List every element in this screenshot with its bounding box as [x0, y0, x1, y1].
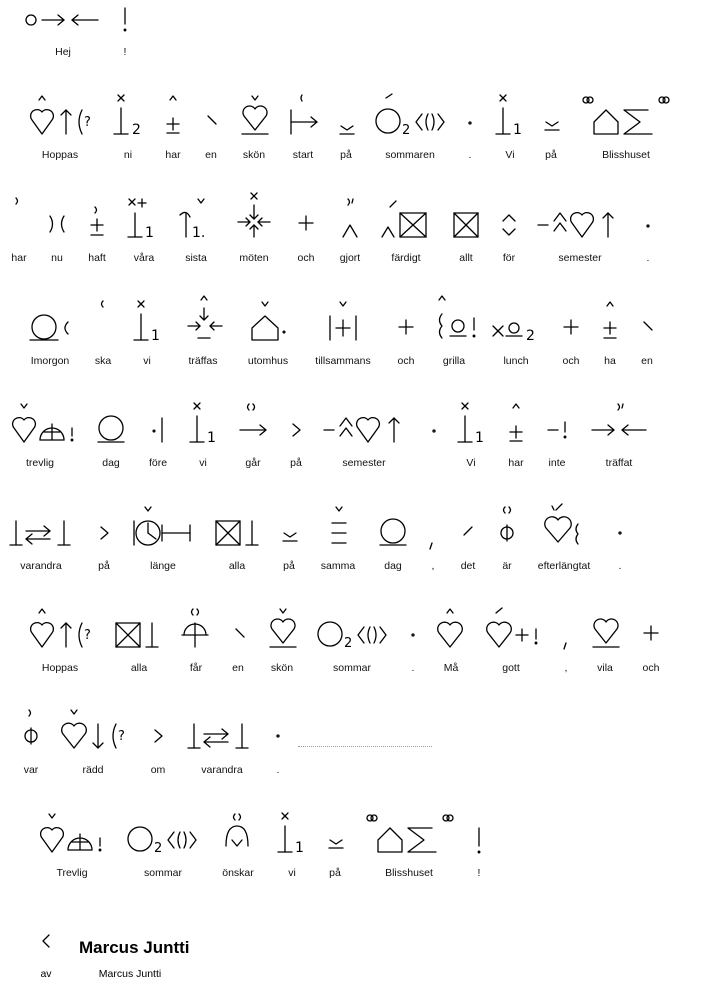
bliss-symbol-period [466, 92, 476, 137]
bliss-symbol-alla [114, 605, 164, 650]
bliss-symbol-fardigt [380, 195, 434, 240]
bliss-symbol-alla [214, 503, 264, 548]
word-label: möten [239, 252, 269, 264]
bliss-symbol-varandra [186, 706, 256, 751]
word-label: ! [123, 46, 127, 58]
word-label: alla [130, 662, 148, 674]
svg-text:1: 1 [513, 122, 522, 138]
word-label: ! [477, 867, 481, 879]
bliss-symbol-hoppas [28, 605, 98, 650]
bliss-symbol-blisshuset [578, 92, 672, 137]
word-label: ha [604, 355, 616, 367]
bliss-symbol-om [150, 706, 170, 751]
word-label: utomhus [247, 355, 289, 367]
svg-text:2: 2 [154, 841, 163, 856]
word-label: nu [51, 252, 63, 264]
word-label: gjort [339, 252, 361, 264]
svg-text:1.: 1. [192, 225, 206, 241]
bliss-symbol-har [506, 400, 528, 445]
word-label: träffat [605, 457, 633, 469]
bliss-symbol-haft [86, 195, 108, 240]
svg-text:1: 1 [151, 328, 160, 344]
word-label: semester [558, 252, 602, 264]
word-label: vila [597, 662, 613, 674]
word-label: sommar [333, 662, 371, 674]
word-label: på [290, 457, 302, 469]
word-label: semester [342, 457, 386, 469]
bliss-symbol-pa [326, 810, 346, 855]
word-label: dag [384, 560, 402, 572]
bliss-symbol-det [460, 503, 476, 548]
word-label: inte [548, 457, 566, 469]
word-label: . [276, 764, 280, 776]
word-label: på [545, 149, 557, 161]
bliss-symbol-och [396, 316, 416, 338]
word-label: färdigt [391, 252, 421, 264]
svg-text:?: ? [84, 115, 91, 130]
bliss-symbol-trevlig [10, 400, 82, 445]
word-label: Hoppas [41, 662, 79, 674]
word-label: dag [102, 457, 120, 469]
bliss-symbol-inte [545, 400, 573, 445]
word-label: start [292, 149, 314, 161]
word-label: för [502, 252, 516, 264]
word-label: Må [443, 662, 459, 674]
word-label: varandra [201, 764, 243, 776]
author-label: Marcus Juntti [98, 968, 162, 980]
bliss-symbol-gjort [338, 195, 364, 240]
bliss-symbol-vi [494, 92, 534, 137]
word-label: och [642, 662, 660, 674]
bliss-symbol-skon [266, 605, 300, 650]
bliss-symbol-period [430, 400, 440, 445]
bliss-symbol-sommar [316, 605, 396, 650]
word-label: trevlig [25, 457, 55, 469]
word-label: sommar [144, 867, 182, 879]
word-label: en [232, 662, 244, 674]
bliss-symbol-skon [238, 92, 272, 137]
bliss-symbol-efterlangtat [540, 500, 592, 548]
word-label: på [98, 560, 110, 572]
bliss-symbol-nu [44, 210, 72, 240]
word-label: länge [150, 560, 176, 572]
word-label: haft [88, 252, 106, 264]
word-label: en [205, 149, 217, 161]
word-label: grilla [442, 355, 466, 367]
bliss-symbol-och [641, 622, 661, 644]
word-label: skön [270, 662, 294, 674]
bliss-symbol-vila [590, 605, 624, 650]
bliss-symbol-har [163, 92, 185, 137]
author-name: Marcus Juntti [79, 938, 190, 957]
word-label: före [148, 457, 168, 469]
svg-text:2: 2 [526, 328, 535, 344]
bliss-symbol-traffat [588, 400, 652, 445]
bliss-symbol-ha [600, 298, 622, 343]
word-label: Hej [55, 46, 71, 58]
word-label: rädd [82, 764, 104, 776]
bliss-symbol-exclamation [120, 6, 130, 32]
word-label: träffas [188, 355, 218, 367]
bliss-symbol-period [616, 503, 626, 548]
word-label: . [618, 560, 622, 572]
word-label: Trevlig [56, 867, 88, 879]
bliss-symbol-far [180, 605, 212, 650]
bliss-symbol-en [640, 298, 656, 343]
dotted-separator [298, 746, 432, 747]
word-label: . [411, 662, 415, 674]
bliss-symbol-semester [536, 195, 636, 240]
bliss-symbol-onskar [222, 810, 254, 855]
word-label: om [150, 764, 166, 776]
word-label: varandra [20, 560, 62, 572]
word-label: får [189, 662, 203, 674]
svg-text:1: 1 [207, 430, 216, 446]
bliss-symbol-blisshuset [362, 810, 456, 855]
word-label: Blisshuset [602, 149, 650, 161]
bliss-symbol-ska [95, 298, 109, 318]
word-label: ska [94, 355, 112, 367]
svg-text:2: 2 [344, 636, 353, 651]
bliss-symbol-en [204, 92, 220, 137]
bliss-symbol-ma [436, 605, 470, 650]
bliss-symbol-var [20, 706, 44, 751]
bliss-symbol-moten [234, 189, 274, 241]
word-label: Vi [466, 457, 476, 469]
svg-text:1: 1 [145, 225, 154, 241]
bliss-symbol-pa [542, 92, 562, 137]
svg-text:1: 1 [475, 430, 484, 446]
word-label: önskar [222, 867, 254, 879]
bliss-symbol-gott [484, 605, 544, 650]
bliss-symbol-av [38, 930, 54, 952]
bliss-symbol-sista [176, 195, 216, 240]
word-label: allt [459, 252, 473, 264]
bliss-symbol-grilla [434, 292, 480, 344]
word-label: och [562, 355, 580, 367]
word-label: Vi [505, 149, 515, 161]
bliss-symbol-har-past [12, 195, 26, 215]
word-label: sista [185, 252, 207, 264]
bliss-symbol-hej [22, 8, 107, 30]
word-label: ni [123, 149, 133, 161]
word-label: var [23, 764, 39, 776]
word-label: Imorgon [30, 355, 70, 367]
svg-text:1: 1 [295, 840, 304, 856]
bliss-symbol-lange [130, 503, 196, 548]
bliss-symbol-vara [126, 195, 166, 240]
bliss-symbol-pa-direction [96, 503, 116, 548]
bliss-symbol-tillsammans [326, 298, 362, 343]
word-label: vi [199, 457, 207, 469]
bliss-symbol-period [409, 605, 419, 650]
word-label: Hoppas [41, 149, 79, 161]
bliss-symbol-vi [132, 298, 172, 343]
bliss-symbol-gar [236, 400, 272, 445]
word-label: på [340, 149, 352, 161]
bliss-symbol-start [287, 92, 323, 137]
word-label: på [283, 560, 295, 572]
word-label: lunch [503, 355, 529, 367]
word-label: har [165, 149, 181, 161]
bliss-symbol-och [296, 212, 316, 234]
bliss-symbol-pa [280, 503, 300, 548]
bliss-symbol-allt [452, 195, 482, 240]
word-label: har [508, 457, 524, 469]
bliss-symbol-hoppas [28, 92, 98, 137]
word-label: har [11, 252, 27, 264]
word-label: . [646, 252, 650, 264]
bliss-symbol-sommaren [372, 92, 452, 137]
word-label: är [502, 560, 512, 572]
bliss-symbol-pa-direction [288, 400, 308, 445]
bliss-symbol-for [498, 195, 522, 240]
svg-text:2: 2 [402, 123, 411, 138]
bliss-symbol-traffas [184, 292, 226, 344]
bliss-symbol-fore [148, 400, 168, 445]
bliss-symbol-period [274, 706, 284, 751]
word-label: , [564, 662, 568, 674]
bliss-symbol-sommar [126, 810, 206, 855]
bliss-symbol-ar [496, 503, 520, 548]
bliss-symbol-en [232, 605, 248, 650]
svg-text:2: 2 [132, 122, 141, 138]
word-label: efterlängtat [537, 560, 591, 572]
word-label: och [297, 252, 315, 264]
bliss-symbol-dag [378, 503, 410, 548]
word-label: tillsammans [315, 355, 371, 367]
bliss-symbol-vi [456, 400, 496, 445]
bliss-symbol-och [561, 316, 581, 338]
word-label: skön [242, 149, 266, 161]
word-label: , [431, 560, 435, 572]
bliss-symbol-dag [96, 400, 128, 445]
bliss-symbol-samma [328, 503, 350, 548]
bliss-symbol-semester [322, 400, 422, 445]
word-label: alla [228, 560, 246, 572]
bliss-symbol-vi [188, 400, 228, 445]
word-label: vi [288, 867, 296, 879]
bliss-symbol-utomhus [248, 298, 292, 343]
bliss-symbol-trevlig [38, 810, 110, 855]
word-label: våra [133, 252, 155, 264]
word-label: sommaren [385, 149, 435, 161]
word-label: vi [143, 355, 151, 367]
bliss-symbol-pa [337, 92, 357, 137]
bliss-symbol-period [644, 195, 654, 240]
word-label: det [460, 560, 476, 572]
word-label: Blisshuset [385, 867, 433, 879]
bliss-symbol-vi [276, 810, 316, 855]
svg-text:?: ? [118, 729, 125, 744]
bliss-symbol-varandra [8, 503, 78, 548]
word-label: en [641, 355, 653, 367]
bliss-symbol-radd [60, 706, 136, 751]
bliss-symbol-imorgon [28, 298, 78, 343]
word-label: och [397, 355, 415, 367]
word-label: . [468, 149, 472, 161]
word-label: på [329, 867, 341, 879]
word-label: går [245, 457, 261, 469]
bliss-symbol-ni [112, 92, 152, 137]
bliss-symbol-lunch [490, 298, 542, 343]
svg-text:?: ? [84, 628, 91, 643]
author-by-label: av [40, 968, 52, 980]
bliss-symbol-comma [560, 605, 572, 655]
bliss-symbol-exclamation [474, 820, 484, 856]
word-label: samma [320, 560, 356, 572]
word-label: gott [502, 662, 520, 674]
bliss-symbol-comma [426, 503, 438, 553]
